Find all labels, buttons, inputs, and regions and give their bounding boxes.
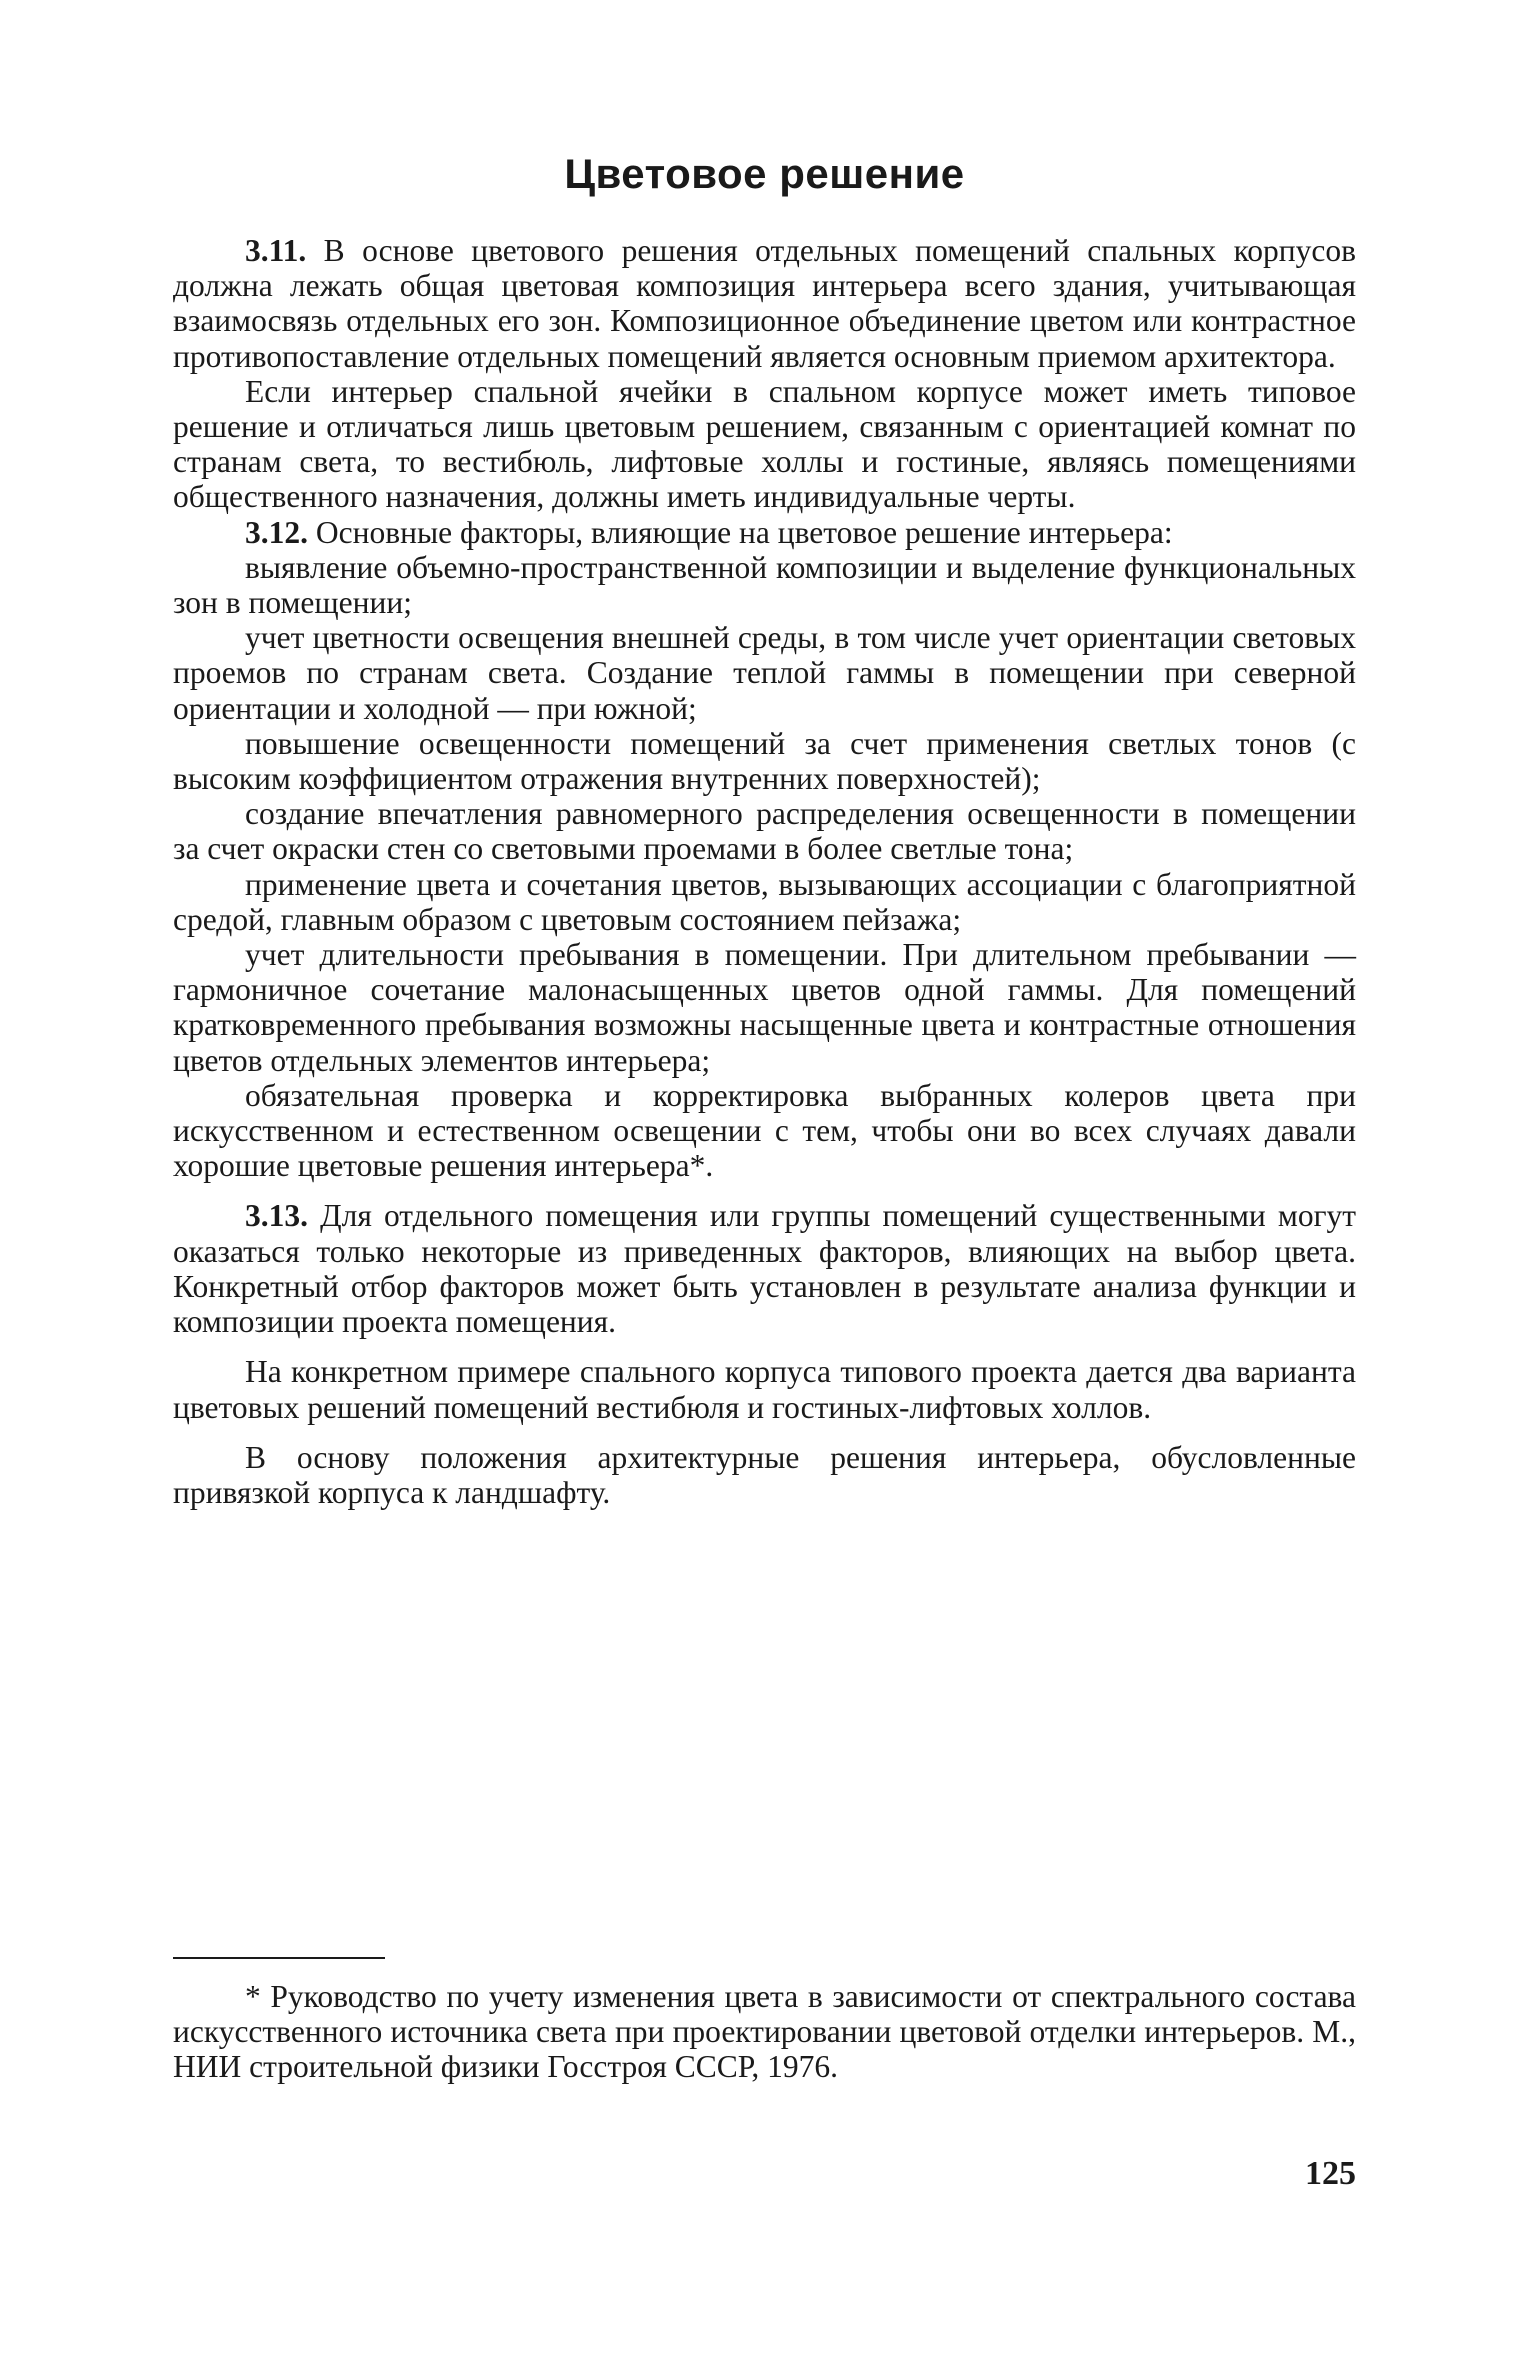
paragraph-text: обязательная проверка и корректировка выбранных колеров цвета при искусственном и естественном освещении с тем, чтобы они во всех случаях давали хорошие цветовые решения интерьера*.: [173, 1077, 1356, 1184]
paragraph-text: Для отдельного помещения или группы помещений существенными могут оказаться только некоторые из приведенных факторов, влияющих на выбор цвета. Конкретный отбор факторов может быть установлен в результате анализа функции и композиции проекта помещения.: [173, 1198, 1356, 1340]
clause-number: 3.13.: [245, 1198, 308, 1234]
list-item: [173, 550, 1356, 620]
paragraph-3-11: [173, 233, 1356, 374]
footnote-divider: [173, 1957, 385, 1959]
paragraph-text: Если интерьер спальной ячейки в спальном корпусе может иметь типовое решение и отличаться лишь цветовым решением, связанным с ориентацией комнат по странам света, то вестибюль, лифтовые холлы и гостиные, являясь помещениями общественного назначения, должны иметь индивидуальные черты.: [173, 373, 1356, 515]
paragraph-text: учет длительности пребывания в помещении. При длительном пребывании — гармоничное сочетание малонасыщенных цветов одной гаммы. Для помещений кратковременного пребывания возможны насыщенные цвета и контрастные отношения цветов отдельных элементов интерьера;: [173, 937, 1356, 1078]
section-title: Цветовое решение: [564, 150, 965, 197]
paragraph-3-12: [173, 515, 1356, 550]
list-item: [173, 937, 1356, 1078]
paragraph-text: В основу положения архитектурные решения интерьера, обусловленные привязкой корпуса к ландшафту.: [173, 1439, 1356, 1510]
paragraph-3-13: [173, 1198, 1356, 1339]
paragraph-text: создание впечатления равномерного распределения освещенности в помещении за счет окраски стен со световыми проемами в более светлые тона;: [173, 796, 1356, 867]
list-item: [173, 726, 1356, 796]
list-item: [173, 1078, 1356, 1184]
paragraph-text: Основные факторы, влияющие на цветовое решение интерьера:: [308, 514, 1173, 550]
paragraph-text: учет цветности освещения внешней среды, в том числе учет ориентации световых проемов по странам света. Создание теплой гаммы в помещении при северной ориентации и холодной — при южной;: [173, 620, 1356, 726]
body-text: [173, 233, 1356, 1510]
paragraph-text: На конкретном примере спального корпуса типового проекта дается два варианта цветовых решений помещений вестибюля и гостиных-лифтовых холлов.: [173, 1354, 1356, 1425]
page-number: 125: [1305, 2155, 1356, 2192]
list-item: [173, 867, 1356, 937]
paragraph-text: выявление объемно-пространственной композиции и выделение функциональных зон в помещении;: [173, 549, 1356, 621]
paragraph-text: повышение освещенности помещений за счет применения светлых тонов (с высоким коэффициентом отражения внутренних поверхностей);: [173, 725, 1356, 797]
paragraph: [173, 1440, 1356, 1510]
list-item: [173, 796, 1356, 866]
list-item: [173, 620, 1356, 726]
paragraph-text: применение цвета и сочетания цветов, вызывающих ассоциации с благоприятной средой, главным образом с цветовым состоянием пейзажа;: [173, 866, 1356, 937]
paragraph: [173, 374, 1356, 515]
paragraph-text: В основе цветового решения отдельных помещений спальных корпусов должна лежать общая цветовая композиция интерьера всего здания, учитывающая взаимосвязь отдельных его зон. Композиционное объединение цветом или контрастное противопоставление отдельных помещений является основным приемом архитектора.: [173, 233, 1356, 374]
clause-number: 3.12.: [245, 514, 308, 550]
clause-number: 3.11.: [245, 233, 307, 268]
footnote: * Руководство по учету изменения цвета в зависимости от спектрального состава искусственного источника света при проектировании цветовой отделки интерьеров. М., НИИ строительной физики Госстроя СССР, 1976.: [173, 1979, 1356, 2085]
paragraph: [173, 1354, 1356, 1424]
